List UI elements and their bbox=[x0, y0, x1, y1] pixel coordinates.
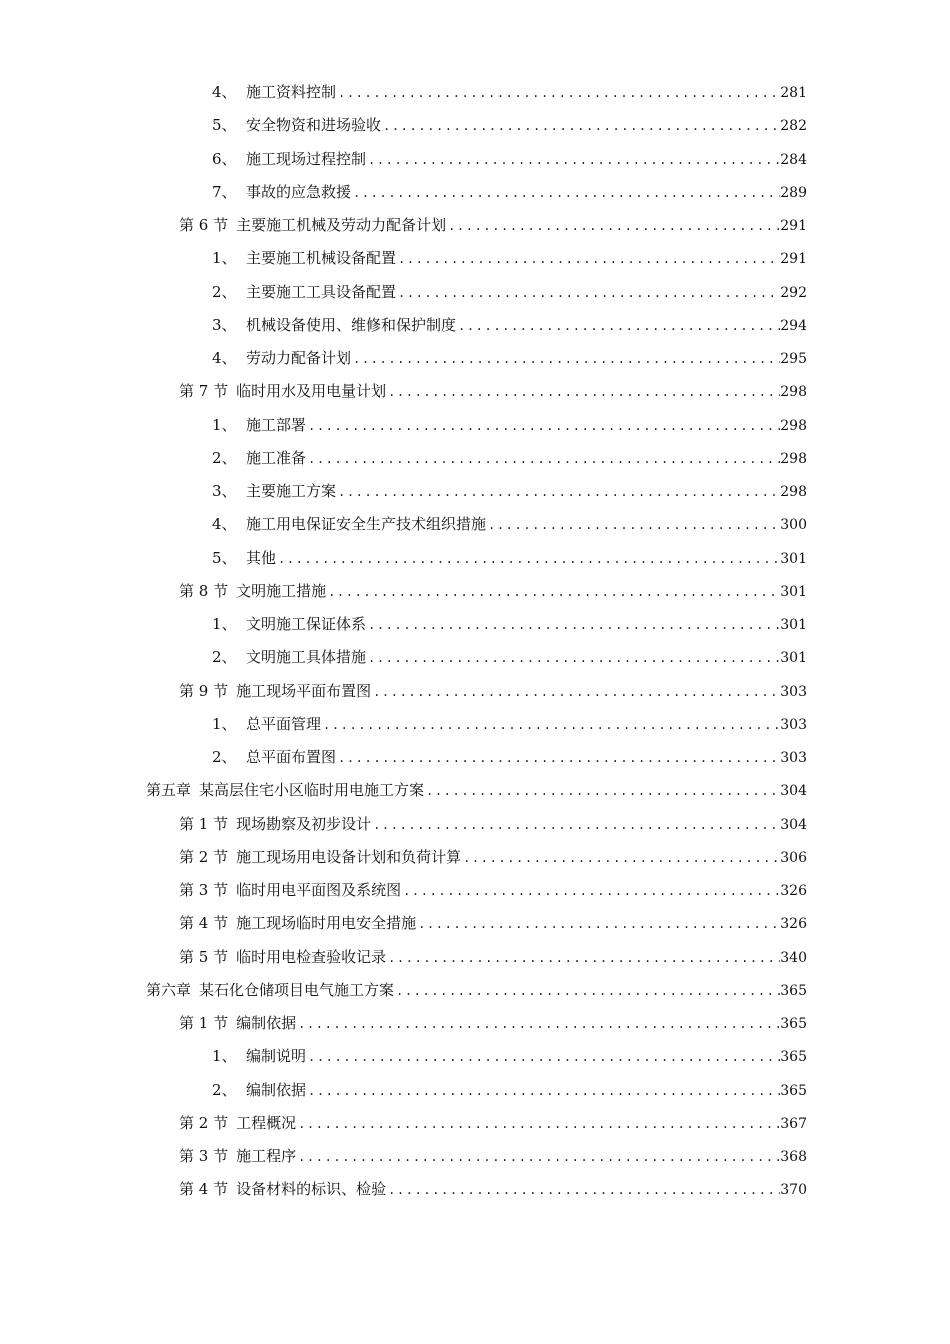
toc-entry-number: 2、 bbox=[212, 748, 237, 766]
toc-entry-title: 事故的应急救援 bbox=[246, 182, 352, 201]
toc-entry-page-number: 301 bbox=[780, 583, 807, 600]
toc-dot-leader bbox=[306, 445, 780, 473]
toc-entry-number: 第 5 节 bbox=[179, 947, 229, 966]
toc-entry-title: 安全物资和进场验收 bbox=[246, 116, 382, 135]
toc-entry-page-number: 368 bbox=[780, 1149, 807, 1165]
toc-chapter-entry[interactable] bbox=[0, 776, 950, 809]
toc-entry-number: 1、 bbox=[212, 1047, 237, 1066]
toc-subsection-entry[interactable] bbox=[0, 344, 950, 377]
toc-dot-leader bbox=[336, 478, 780, 506]
toc-entry-page-number: 365 bbox=[780, 1016, 807, 1032]
toc-section-entry[interactable] bbox=[0, 677, 950, 710]
toc-entry-page-number: 367 bbox=[780, 1115, 807, 1132]
toc-subsection-entry[interactable] bbox=[0, 710, 950, 743]
toc-section-entry[interactable] bbox=[0, 1142, 950, 1175]
toc-entry-number: 1、 bbox=[212, 714, 237, 733]
toc-subsection-entry[interactable] bbox=[0, 1042, 950, 1075]
toc-subsection-entry[interactable] bbox=[0, 444, 950, 477]
toc-entry-title: 总平面管理 bbox=[246, 714, 322, 733]
toc-dot-leader bbox=[276, 545, 780, 573]
toc-entry-number: 4、 bbox=[212, 83, 237, 101]
toc-section-entry[interactable] bbox=[0, 909, 950, 942]
toc-dot-leader bbox=[306, 412, 780, 440]
toc-entry-title: 其他 bbox=[246, 548, 277, 567]
toc-dot-leader bbox=[394, 977, 780, 1005]
toc-entry-number: 2、 bbox=[212, 448, 237, 467]
toc-entry-page-number: 365 bbox=[780, 1082, 807, 1099]
toc-dot-leader bbox=[396, 245, 780, 273]
toc-dot-leader bbox=[486, 511, 780, 539]
toc-entry-title: 劳动力配备计划 bbox=[246, 349, 352, 367]
toc-section-entry[interactable] bbox=[0, 876, 950, 909]
toc-dot-leader bbox=[366, 146, 780, 174]
toc-entry-page-number: 301 bbox=[780, 550, 807, 567]
toc-entry-page-number: 303 bbox=[780, 716, 807, 733]
toc-dot-leader bbox=[306, 1077, 780, 1105]
toc-dot-leader bbox=[336, 79, 780, 107]
toc-section-entry[interactable] bbox=[0, 1175, 950, 1208]
toc-dot-leader bbox=[446, 212, 780, 240]
toc-entry-page-number: 326 bbox=[780, 916, 807, 933]
toc-dot-leader bbox=[321, 711, 780, 739]
toc-subsection-entry[interactable] bbox=[0, 278, 950, 311]
toc-entry-title: 临时用电检查验收记录 bbox=[236, 947, 387, 966]
toc-section-entry[interactable] bbox=[0, 843, 950, 876]
toc-entry-title: 编制依据 bbox=[236, 1014, 297, 1032]
toc-entry-number: 第 8 节 bbox=[179, 581, 229, 600]
toc-subsection-entry[interactable] bbox=[0, 743, 950, 776]
toc-entry-title: 总平面布置图 bbox=[246, 748, 337, 766]
toc-dot-leader bbox=[424, 777, 780, 805]
toc-entry-title: 主要施工方案 bbox=[246, 482, 337, 500]
toc-entry-page-number: 298 bbox=[780, 417, 807, 434]
toc-entry-title: 施工现场过程控制 bbox=[246, 149, 367, 168]
toc-section-entry[interactable] bbox=[0, 943, 950, 976]
toc-entry-number: 第 3 节 bbox=[179, 881, 229, 899]
toc-entry-page-number: 291 bbox=[780, 251, 807, 268]
toc-section-entry[interactable] bbox=[0, 1109, 950, 1142]
toc-entry-page-number: 365 bbox=[780, 1049, 807, 1066]
toc-section-entry[interactable] bbox=[0, 577, 950, 610]
toc-entry-page-number: 301 bbox=[780, 617, 807, 633]
toc-dot-leader bbox=[326, 578, 780, 606]
toc-dot-leader bbox=[371, 678, 780, 706]
toc-dot-leader bbox=[416, 910, 780, 938]
toc-entry-title: 机械设备使用、维修和保护制度 bbox=[246, 315, 457, 334]
toc-subsection-entry[interactable] bbox=[0, 78, 950, 111]
toc-entry-title: 文明施工具体措施 bbox=[246, 648, 367, 667]
toc-entry-page-number: 298 bbox=[780, 484, 807, 500]
toc-dot-leader bbox=[396, 279, 780, 307]
toc-entry-page-number: 295 bbox=[780, 351, 807, 367]
toc-entry-number: 1、 bbox=[212, 249, 237, 268]
toc-subsection-entry[interactable] bbox=[0, 477, 950, 510]
toc-subsection-entry[interactable] bbox=[0, 111, 950, 144]
toc-entry-number: 第 3 节 bbox=[179, 1147, 229, 1165]
toc-subsection-entry[interactable] bbox=[0, 311, 950, 344]
toc-entry-page-number: 303 bbox=[780, 683, 807, 700]
toc-entry-page-number: 289 bbox=[780, 184, 807, 201]
toc-entry-title: 主要施工机械设备配置 bbox=[246, 249, 397, 268]
toc-entry-page-number: 281 bbox=[780, 85, 807, 101]
toc-entry-number: 2、 bbox=[212, 282, 237, 301]
toc-entry-page-number: 303 bbox=[780, 750, 807, 766]
toc-dot-leader bbox=[351, 179, 780, 207]
toc-entry-title: 设备材料的标识、检验 bbox=[236, 1180, 387, 1199]
toc-entry-title: 某高层住宅小区临时用电施工方案 bbox=[199, 781, 425, 800]
toc-entry-title: 施工现场临时用电安全措施 bbox=[236, 914, 417, 933]
toc-entry-title: 施工程序 bbox=[236, 1147, 297, 1165]
toc-dot-leader bbox=[461, 844, 780, 872]
toc-dot-leader bbox=[386, 1176, 780, 1204]
toc-dot-leader bbox=[351, 345, 780, 373]
toc-dot-leader bbox=[381, 112, 780, 140]
toc-entry-page-number: 365 bbox=[780, 982, 807, 999]
toc-dot-leader bbox=[306, 1043, 780, 1071]
toc-entry-title: 主要施工工具设备配置 bbox=[246, 282, 397, 301]
toc-section-entry[interactable] bbox=[0, 211, 950, 244]
toc-dot-leader bbox=[296, 1110, 780, 1138]
toc-entry-number: 第六章 bbox=[146, 980, 192, 999]
toc-entry-number: 5、 bbox=[212, 548, 237, 567]
toc-entry-number: 4、 bbox=[212, 515, 237, 534]
toc-entry-title: 施工用电保证安全生产技术组织措施 bbox=[246, 515, 487, 534]
toc-subsection-entry[interactable] bbox=[0, 1076, 950, 1109]
toc-entry-number: 1、 bbox=[212, 415, 237, 434]
toc-entry-number: 1、 bbox=[212, 615, 237, 633]
toc-entry-number: 第 1 节 bbox=[179, 1014, 229, 1032]
toc-dot-leader bbox=[371, 811, 780, 839]
toc-entry-number: 第 7 节 bbox=[179, 382, 229, 401]
toc-subsection-entry[interactable] bbox=[0, 544, 950, 577]
toc-entry-page-number: 282 bbox=[780, 118, 807, 135]
toc-entry-title: 文明施工措施 bbox=[236, 581, 327, 600]
toc-entry-page-number: 304 bbox=[780, 783, 807, 800]
toc-entry-title: 编制依据 bbox=[246, 1080, 307, 1099]
toc-entry-number: 第 6 节 bbox=[179, 216, 229, 234]
toc-entry-title: 工程概况 bbox=[236, 1113, 297, 1132]
toc-entry-number: 3、 bbox=[212, 315, 237, 334]
toc-section-entry[interactable] bbox=[0, 377, 950, 410]
toc-entry-number: 第 2 节 bbox=[179, 847, 229, 866]
toc-entry-page-number: 301 bbox=[780, 650, 807, 667]
toc-dot-leader bbox=[296, 1143, 780, 1171]
toc-entry-number: 4、 bbox=[212, 349, 237, 367]
toc-entry-number: 第五章 bbox=[146, 781, 192, 800]
toc-entry-number: 6、 bbox=[212, 149, 237, 168]
toc-entry-title: 施工现场用电设备计划和负荷计算 bbox=[236, 847, 462, 866]
toc-entry-page-number: 306 bbox=[780, 849, 807, 866]
toc-entry-title: 现场勘察及初步设计 bbox=[236, 814, 372, 833]
toc-entry-page-number: 326 bbox=[780, 883, 807, 899]
toc-entry-number: 5、 bbox=[212, 116, 237, 135]
toc-dot-leader bbox=[401, 877, 780, 905]
toc-dot-leader bbox=[296, 1010, 780, 1038]
toc-entry-title: 施工准备 bbox=[246, 448, 307, 467]
toc-subsection-entry[interactable] bbox=[0, 244, 950, 277]
toc-entry-number: 第 9 节 bbox=[179, 681, 229, 700]
toc-entry-page-number: 340 bbox=[780, 949, 807, 966]
toc-dot-leader bbox=[366, 611, 780, 639]
toc-entry-title: 施工部署 bbox=[246, 415, 307, 434]
toc-chapter-entry[interactable] bbox=[0, 976, 950, 1009]
toc-entry-page-number: 370 bbox=[780, 1182, 807, 1199]
toc-entry-number: 第 1 节 bbox=[179, 814, 229, 833]
toc-entry-title: 某石化仓储项目电气施工方案 bbox=[199, 980, 395, 999]
toc-entry-page-number: 291 bbox=[780, 218, 807, 234]
toc-dot-leader bbox=[386, 378, 780, 406]
toc-entry-number: 2、 bbox=[212, 648, 237, 667]
toc-dot-leader bbox=[336, 744, 780, 772]
toc-section-entry[interactable] bbox=[0, 810, 950, 843]
toc-entry-title: 施工现场平面布置图 bbox=[236, 681, 372, 700]
toc-dot-leader bbox=[386, 944, 780, 972]
toc-entry-number: 第 2 节 bbox=[179, 1113, 229, 1132]
toc-entry-number: 第 4 节 bbox=[179, 1180, 229, 1199]
toc-entry-title: 文明施工保证体系 bbox=[246, 615, 367, 633]
toc-subsection-entry[interactable] bbox=[0, 643, 950, 676]
toc-subsection-entry[interactable] bbox=[0, 610, 950, 643]
toc-entry-page-number: 294 bbox=[780, 317, 807, 334]
table-of-contents bbox=[0, 78, 950, 1209]
toc-entry-number: 3、 bbox=[212, 482, 237, 500]
toc-entry-title: 施工资料控制 bbox=[246, 83, 337, 101]
toc-entry-title: 临时用水及用电量计划 bbox=[236, 382, 387, 401]
toc-dot-leader bbox=[366, 644, 780, 672]
toc-subsection-entry[interactable] bbox=[0, 178, 950, 211]
toc-entry-title: 临时用电平面图及系统图 bbox=[236, 881, 402, 899]
toc-subsection-entry[interactable] bbox=[0, 411, 950, 444]
toc-entry-number: 7、 bbox=[212, 182, 237, 201]
toc-entry-page-number: 304 bbox=[780, 816, 807, 833]
toc-entry-title: 编制说明 bbox=[246, 1047, 307, 1066]
toc-entry-page-number: 300 bbox=[780, 517, 807, 534]
toc-dot-leader bbox=[456, 312, 780, 340]
toc-entry-page-number: 292 bbox=[780, 284, 807, 301]
toc-section-entry[interactable] bbox=[0, 1009, 950, 1042]
toc-entry-page-number: 298 bbox=[780, 384, 807, 401]
toc-entry-page-number: 298 bbox=[780, 450, 807, 467]
toc-entry-page-number: 284 bbox=[780, 151, 807, 168]
toc-subsection-entry[interactable] bbox=[0, 145, 950, 178]
toc-entry-number: 第 4 节 bbox=[179, 914, 229, 933]
toc-subsection-entry[interactable] bbox=[0, 510, 950, 543]
toc-entry-number: 2、 bbox=[212, 1080, 237, 1099]
toc-entry-title: 主要施工机械及劳动力配备计划 bbox=[236, 216, 447, 234]
